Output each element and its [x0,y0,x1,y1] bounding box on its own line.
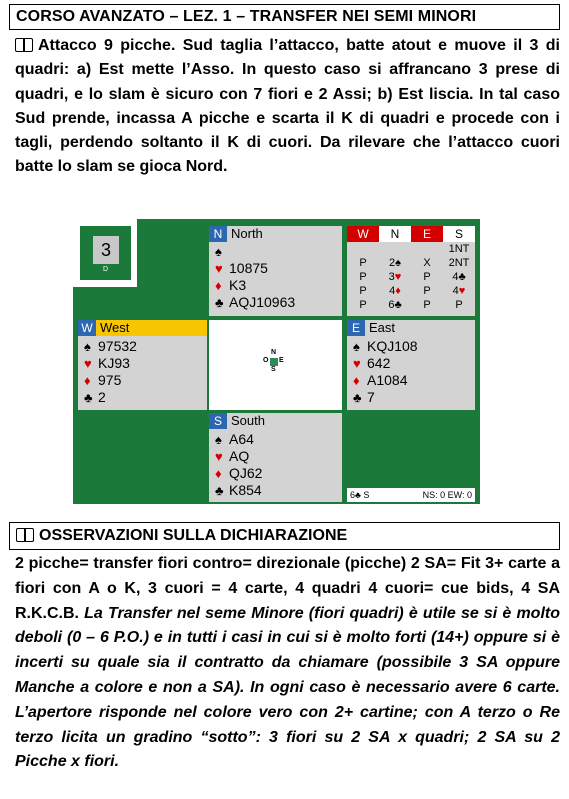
bid-cell: P [423,271,431,283]
north-hearts: 10875 [229,260,268,276]
south-spades: A64 [229,431,254,447]
compass-south: S [271,366,276,373]
bid-cell: P [359,285,367,297]
west-clubs: 2 [98,389,106,405]
club-icon: ♣ [353,390,362,405]
page-title: CORSO AVANZATO – LEZ. 1 – TRANSFER NEI SEMI MINORI [16,8,477,25]
west-hearts: KJ93 [98,355,130,371]
bid-header-west: W [347,226,379,242]
spade-icon: ♠ [215,432,222,447]
bid-cell: 4♣ [452,271,466,283]
bid-cell: 4♥ [452,285,466,297]
bid-cell: P [455,299,463,311]
diamond-icon: ♦ [215,466,222,481]
bid-cell: P [423,299,431,311]
east-seat-tag: E [347,320,365,336]
bid-cell: 6♣ [388,299,402,311]
south-hand [209,413,342,502]
bidding-table [347,226,475,316]
heart-icon: ♥ [84,356,92,371]
east-diamonds: A1084 [367,372,408,388]
dealer-label: D [102,266,109,273]
south-diamonds: QJ62 [229,465,263,481]
contract-label: 6♣ S [350,490,370,500]
bid-cell: P [359,299,367,311]
diamond-icon: ♦ [353,373,360,388]
bid-cell: 2NT [448,257,470,269]
bid-cell [347,242,379,256]
west-diamonds: 975 [98,372,122,388]
diamond-icon: ♦ [84,373,91,388]
bid-header-north: N [379,226,411,242]
board-number-box [73,219,137,287]
intro-text: Attacco 9 picche. Sud taglia l’attacco, batte atout e muove il 3 di quadri: a) Est mette l’Asso. In questo caso si affrancano 3 prese di quadri, e lo slam è sicuro con 7 fiori e 2 Assi; b) Est liscia. In tal caso Sud prende, incassa A picche e scarta il K di quadri e procede con i tagli, perdendo soltanto il K di cuori. Da rilevare che l’attacco cuori batte lo slam se gioca Nord. [15,37,560,176]
bid-cell: 4♦ [389,285,401,297]
north-hand [209,226,342,316]
south-clubs: K854 [229,482,262,498]
bid-cell: X [423,257,431,269]
south-seat-tag: S [209,413,227,429]
bid-cell: P [359,257,367,269]
south-hearts: AQ [229,448,250,464]
east-clubs: 7 [367,389,375,405]
bid-cell: 2♠ [389,257,401,269]
observations-title: OSSERVAZIONI SULLA DICHIARAZIONE [39,527,348,544]
book-icon [15,38,33,51]
north-diamonds: K3 [229,277,247,293]
bid-cell: P [423,285,431,297]
heart-icon: ♥ [215,449,223,464]
club-icon: ♣ [215,483,224,498]
observations-header [9,522,560,550]
bid-header-east: E [411,226,443,242]
north-name: North [231,226,263,241]
bid-header-south: S [443,226,475,242]
header-box [9,4,560,30]
west-seat-tag: W [78,320,96,336]
club-icon: ♣ [215,295,224,310]
south-name: South [231,413,265,428]
bid-cell: 3♥ [388,271,402,283]
contract-score-bar [347,488,475,502]
diamond-icon: ♦ [215,278,222,293]
bid-cell [379,242,411,256]
spade-icon: ♠ [84,339,91,354]
north-seat-tag: N [209,226,227,242]
east-hand [347,320,475,410]
observations-italic-text: La Transfer nel seme Minore (fiori quadri) è utile se si è molto deboli (0 – 6 P.O.) e in tutti i casi in cui si è molto forti (14+) oppure si è incerti su quale sia il contratto da chiamare (possibile 3 SA oppure Manche a colore e non a SA). In ogni caso è necessario avere 6 carte. L’apertore risponde nel colore vero con 2+ cartine; con A terzo o Re terzo licita un gradino “sotto”: 3 fiori su 2 SA x quadri; 2 SA su 2 Picche x fiori. [15,604,560,771]
intro-paragraph [15,34,560,180]
east-hearts: 642 [367,355,391,371]
table-center [209,320,342,410]
compass-north: N [271,349,277,356]
observations-plain-text: 2 picche= transfer fiori contro= direzionale (picche) 2 SA= Fit 3+ carte a fiori con A o K, 3 cuori = 4 carte, 4 quadri 4 cuori= cue bids, 4 SA R.K.C.B. [15,555,560,622]
east-name: East [369,320,396,335]
bridge-board [73,219,480,504]
heart-icon: ♥ [215,261,223,276]
spade-icon: ♠ [215,244,222,259]
west-spades: 97532 [98,338,137,354]
west-name: West [96,320,207,336]
spade-icon: ♠ [353,339,360,354]
club-icon: ♣ [84,390,93,405]
west-hand [78,320,207,410]
book-icon [16,528,34,541]
score-label: NS: 0 EW: 0 [422,490,472,500]
board-number: 3 [93,236,119,264]
east-spades: KQJ108 [367,338,418,354]
compass-center-mark [270,358,278,366]
bid-cell: P [359,271,367,283]
north-clubs: AQJ10963 [229,294,296,310]
bid-cell: 1NT [448,243,470,255]
compass-west: O [263,357,269,364]
heart-icon: ♥ [353,356,361,371]
bid-cell [411,242,443,256]
observations-paragraph [15,552,560,775]
compass-east: E [279,357,284,364]
